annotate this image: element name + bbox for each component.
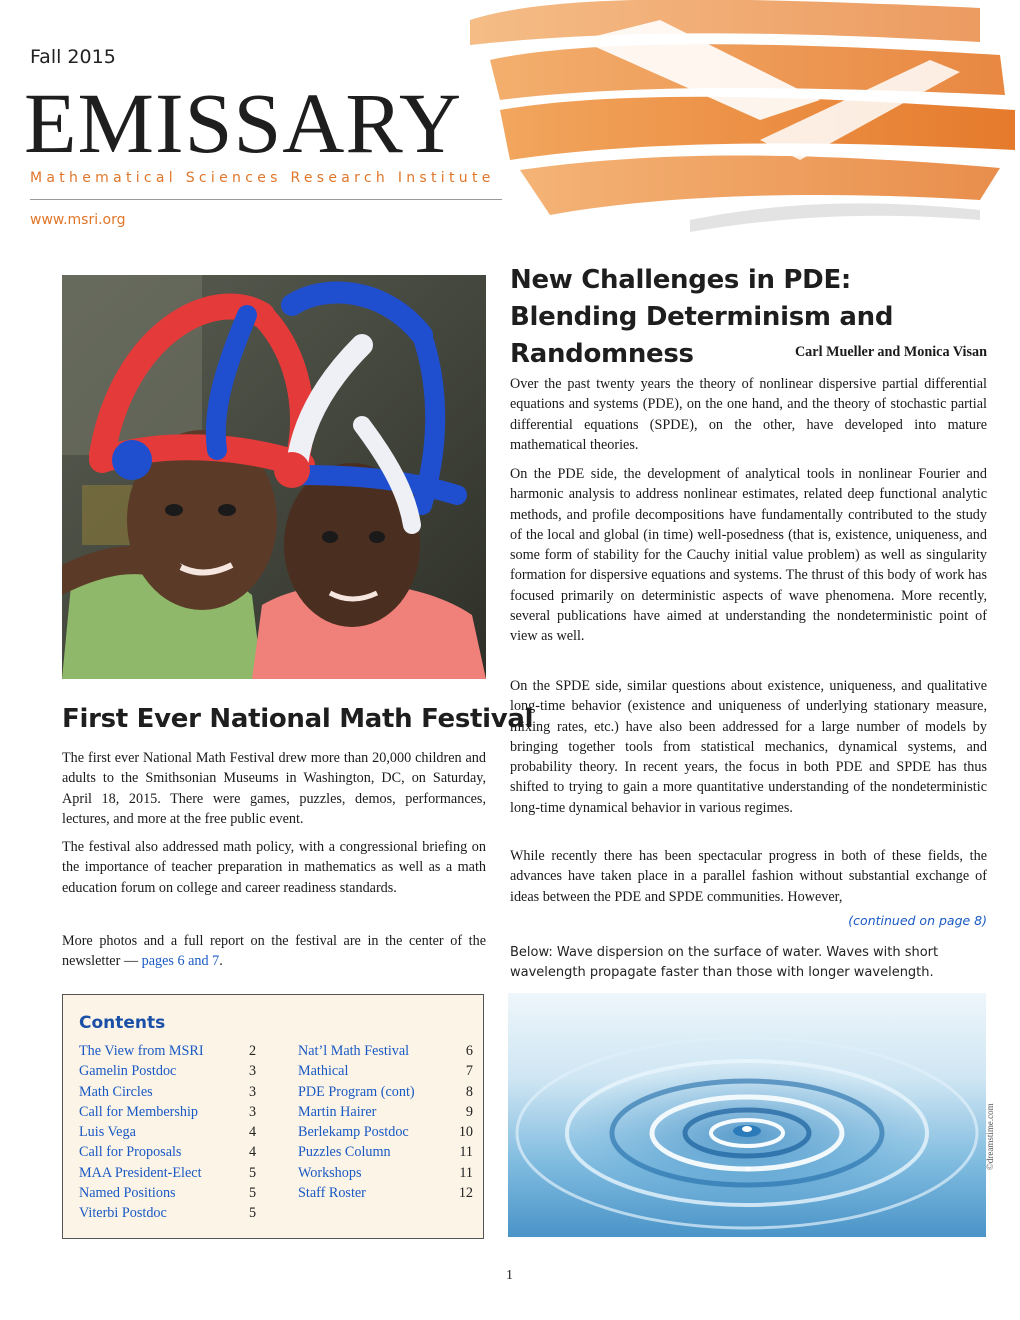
toc-item[interactable] (298, 1122, 473, 1142)
toc-item-page: 10 (458, 1124, 473, 1141)
toc-item-page: 9 (465, 1103, 473, 1120)
toc-item-page: 11 (459, 1164, 473, 1181)
toc-item-label[interactable]: MAA President-Elect (79, 1164, 202, 1181)
newsletter-title: EMISSARY (24, 75, 463, 171)
toc-item-page: 5 (249, 1164, 257, 1181)
photo-credit: ©dreamstime.com (985, 1103, 995, 1170)
toc-item[interactable] (298, 1061, 473, 1081)
toc-item[interactable] (79, 1122, 279, 1142)
toc-item-page: 3 (249, 1063, 257, 1080)
toc-item[interactable] (298, 1163, 473, 1183)
toc-item[interactable] (298, 1041, 473, 1061)
issue-season: Fall 2015 (30, 46, 116, 68)
masthead-divider (30, 199, 502, 200)
toc-item-page: 5 (249, 1185, 257, 1202)
pde-paragraph-1: Over the past twenty years the theory of nonlinear dispersive partial differential equations and systems (PDE), on the one hand, and the theory of stochastic partial differential equations (SPDE), on the other, have developed into mature mathematical theories. (510, 376, 987, 453)
toc-item[interactable] (79, 1082, 279, 1102)
water-ripple-photo (508, 993, 986, 1237)
toc-item-page: 3 (249, 1083, 257, 1100)
toc-item-page: 4 (249, 1144, 257, 1161)
msri-swoosh-logo (460, 0, 1020, 235)
toc-item[interactable] (79, 1183, 279, 1203)
toc-item[interactable] (298, 1102, 473, 1122)
toc-item-page: 2 (249, 1043, 257, 1059)
toc-item-label[interactable]: Staff Roster (298, 1185, 366, 1202)
toc-item-page: 6 (465, 1043, 473, 1059)
continued-link[interactable]: (continued on page 8) (848, 913, 987, 928)
toc-item-label[interactable]: Named Positions (79, 1185, 176, 1202)
toc-item-page: 4 (249, 1124, 257, 1141)
toc-item[interactable] (79, 1142, 279, 1162)
pde-paragraph-4: While recently there has been spectacular progress in both of these fields, the advances have taken place in a parallel fashion without substantial exchange of ideas between the PDE and SPDE communities. However, (510, 848, 987, 905)
festival-headline: First Ever National Math Festival (62, 704, 534, 734)
toc-right-column (298, 1041, 473, 1203)
toc-item[interactable] (79, 1061, 279, 1081)
toc-item[interactable] (79, 1102, 279, 1122)
institute-name: Mathematical Sciences Research Institute (30, 170, 495, 186)
toc-item-label[interactable]: Berlekamp Postdoc (298, 1124, 409, 1141)
toc-item-label[interactable]: Gamelin Postdoc (79, 1063, 177, 1080)
pde-headline: New Challenges in PDE: Blending Determinism and Randomness (510, 265, 894, 369)
toc-item-page: 7 (465, 1063, 473, 1080)
contents-title: Contents (79, 1013, 166, 1033)
toc-item-label[interactable]: Workshops (298, 1164, 362, 1181)
toc-item-label[interactable]: Call for Membership (79, 1103, 198, 1120)
toc-item[interactable] (298, 1142, 473, 1162)
toc-item[interactable] (298, 1082, 473, 1102)
page-number: 1 (506, 1268, 513, 1283)
water-photo-caption: Below: Wave dispersion on the surface of water. Waves with short wavelength propagate faster than those with longer wavelength. (510, 945, 939, 980)
toc-item[interactable] (298, 1183, 473, 1203)
pde-paragraph-2: On the PDE side, the development of analytical tools in nonlinear Fourier and harmonic analysis to address nonlinear estimates, related deep functional analytic methods, and profile decompositions have fundamentally contributed to the study of the local and global (in time) well-posedness (that is, existence, uniqueness, and some form of stability for the Cauchy initial value problem) as well as singularity formation for dispersive equations and systems. The thrust of this body of work has focused primarily on deterministic aspects of wave phenomena. More recently, several publications have aimed at understanding the nondeterministic point of view as well. (510, 466, 987, 645)
toc-item-page: 12 (458, 1185, 473, 1202)
toc-item[interactable] (79, 1203, 279, 1223)
toc-item-label[interactable]: Luis Vega (79, 1124, 136, 1141)
toc-item-label[interactable]: The View from MSRI (79, 1043, 204, 1059)
toc-item-label[interactable]: Martin Hairer (298, 1103, 377, 1120)
festival-paragraph-1: The first ever National Math Festival drew more than 20,000 children and adults to the Smithsonian Museums in Washington, DC, on Saturday, April 18, 2015. There were games, puzzles, demos, performances, lectures, and more at the free public event. (62, 750, 486, 827)
toc-item-page: 11 (459, 1144, 473, 1161)
website-link[interactable]: www.msri.org (30, 212, 126, 228)
toc-item-label[interactable]: Viterbi Postdoc (79, 1205, 167, 1222)
toc-item-page: 8 (465, 1083, 473, 1100)
festival-paragraph-3-end: . (219, 953, 223, 970)
pde-paragraph-3: On the SPDE side, similar questions about existence, uniqueness, and qualitative long-time behavior (existence and uniqueness of underlying stationary measure, mixing rates, etc.) have also been addressed for a large number of models by bringing together tools from statistical mechanics, dynamical systems, and probability theory. In recent years, the focus in both PDE and SPDE has thus shifted to trying to gain a more quantitative understanding of the nondeterministic long-time dynamical behavior in various regimes. (510, 678, 987, 816)
toc-item-label[interactable]: Mathical (298, 1063, 349, 1080)
article-authors: Carl Mueller and Monica Visan (794, 344, 987, 360)
toc-item-label[interactable]: Call for Proposals (79, 1144, 182, 1161)
toc-item[interactable] (79, 1163, 279, 1183)
toc-item-label[interactable]: Math Circles (79, 1083, 153, 1100)
toc-item-label[interactable]: PDE Program (cont) (298, 1083, 415, 1100)
toc-item-page: 3 (249, 1103, 257, 1120)
festival-paragraph-3 (62, 931, 486, 972)
festival-kids-photo (62, 275, 486, 679)
toc-item-label[interactable]: Puzzles Column (298, 1144, 391, 1161)
toc-left-column (79, 1041, 279, 1224)
festival-paragraph-3-text: More photos and a full report on the festival are in the center of the newsletter — (62, 933, 486, 970)
festival-paragraph-2: The festival also addressed math policy, with a congressional briefing on the importance of teacher preparation in mathematics as well as a math education forum on college and career readiness standards. (62, 839, 486, 896)
toc-item[interactable] (79, 1041, 279, 1061)
toc-item-label[interactable]: Nat’l Math Festival (298, 1043, 410, 1059)
table-of-contents (62, 994, 484, 1239)
toc-item-page: 5 (249, 1205, 257, 1222)
festival-pages-link[interactable]: pages 6 and 7 (141, 953, 220, 970)
